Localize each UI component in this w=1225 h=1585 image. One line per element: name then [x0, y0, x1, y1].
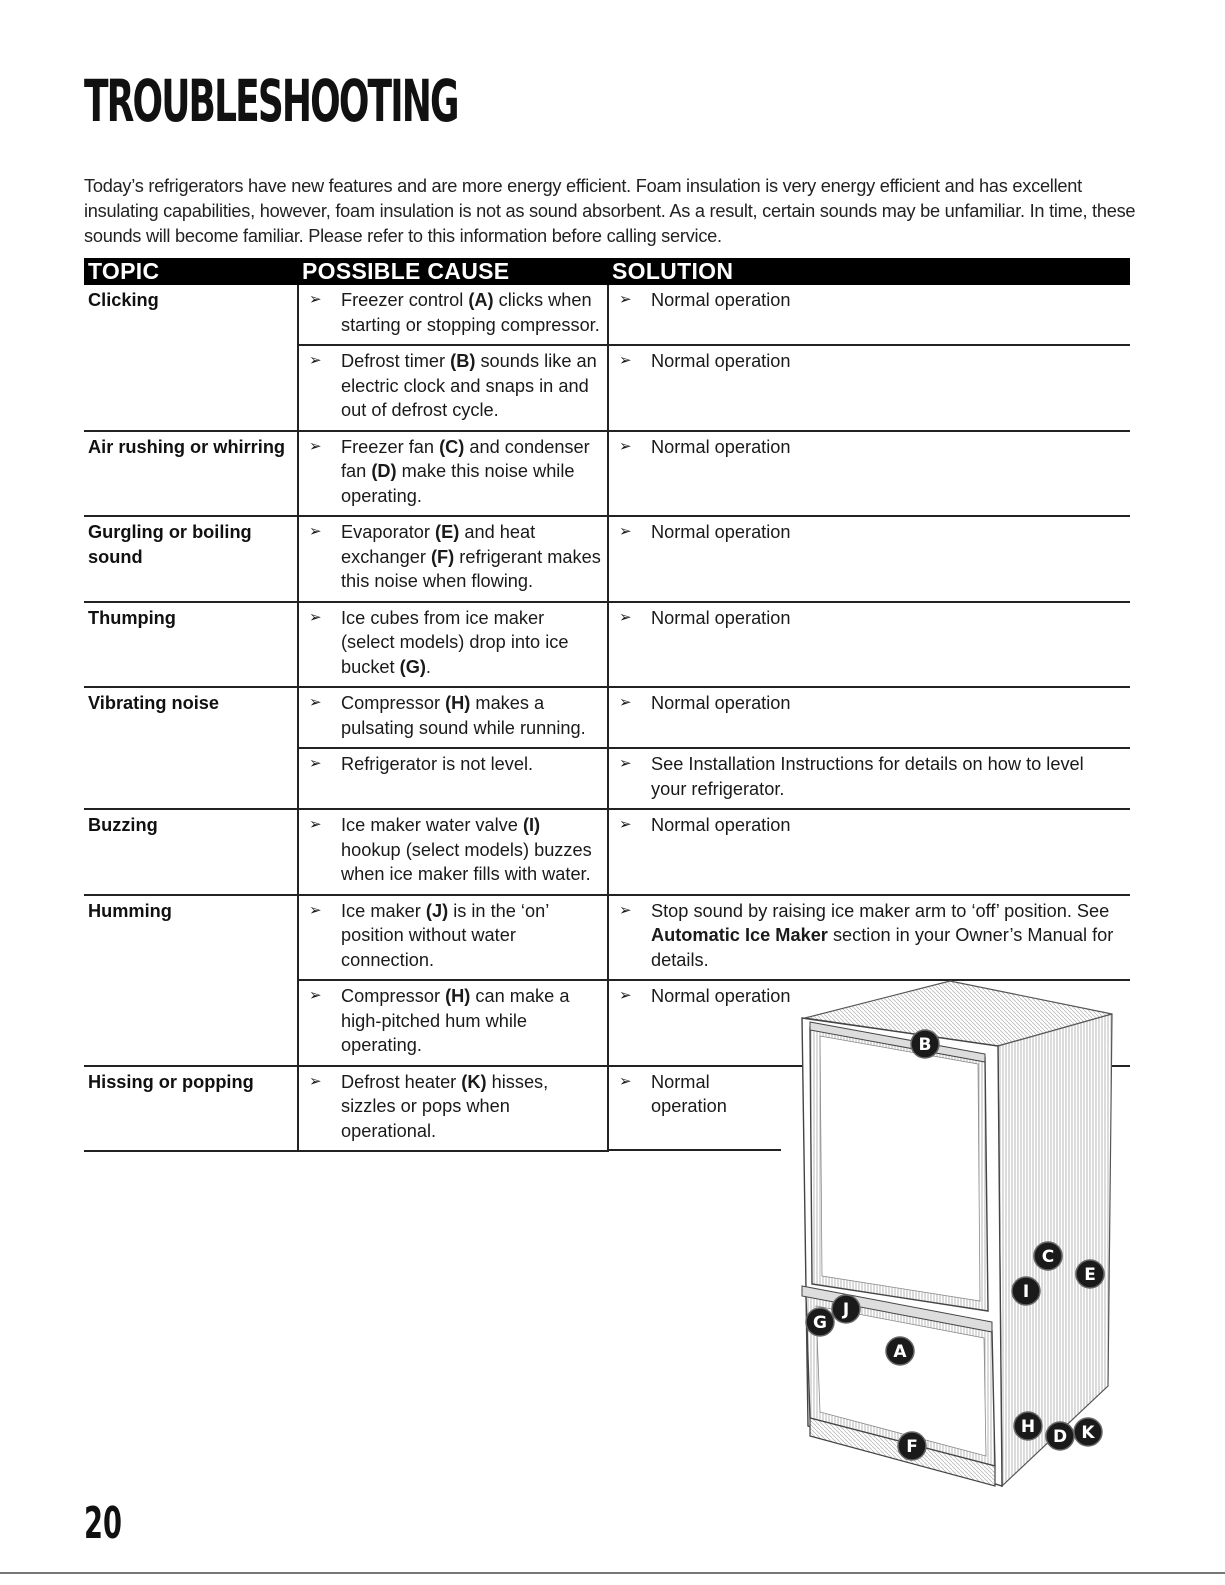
arrow-bullet-icon: ➢	[619, 523, 632, 540]
arrow-bullet-icon: ➢	[619, 816, 632, 833]
solution-bullet	[613, 288, 1124, 313]
solution-bullet	[613, 813, 1124, 838]
header-possible-cause: POSSIBLE CAUSE	[298, 258, 608, 285]
callout-letter: G	[813, 1313, 827, 1333]
emphasis-text: (I)	[522, 815, 541, 835]
callout-k	[1074, 1418, 1102, 1446]
arrow-bullet-icon: ➢	[619, 987, 632, 1004]
emphasis-text: Automatic Ice Maker	[651, 925, 828, 945]
solution-bullet-text: Normal operation	[651, 351, 791, 371]
bottom-rule	[0, 1572, 1225, 1574]
solution-cell	[608, 431, 1130, 517]
page-title: TROUBLESHOOTING	[84, 67, 458, 135]
arrow-bullet-icon: ➢	[619, 755, 632, 772]
possible-cause-cell	[298, 516, 608, 602]
solution-bullet-text: Normal operation	[651, 693, 791, 713]
arrow-bullet-icon: ➢	[309, 437, 322, 455]
header-topic: TOPIC	[84, 258, 298, 285]
cause-bullet-text: Ice maker water valve (I) hookup (select models) buzzes when ice maker fills with water.	[341, 815, 592, 884]
solution-cell	[608, 285, 1130, 345]
solution-bullet-text: Stop sound by raising ice maker arm to ‘off’ position. See Automatic Ice Maker section in your Owner’s Manual for details.	[651, 900, 1114, 970]
solution-bullet-text: See Installation Instructions for details on how to level your refrigerator.	[651, 754, 1084, 799]
cause-bullet-text: Ice maker (J) is in the ‘on’ position without water connection.	[341, 900, 549, 970]
possible-cause-cell	[298, 687, 608, 748]
topic-cell	[84, 809, 298, 895]
callout-letter: E	[1084, 1265, 1096, 1285]
emphasis-text: (G)	[399, 656, 426, 677]
callout-b	[911, 1030, 939, 1058]
arrow-bullet-icon: ➢	[619, 901, 632, 919]
emphasis-text: (H)	[445, 693, 471, 713]
topic-label: Hissing or popping	[88, 1071, 254, 1092]
cause-bullet	[303, 349, 601, 423]
cause-bullet-text: Defrost heater (K) hisses, sizzles or pops when operational.	[341, 1071, 549, 1141]
solution-cell	[608, 687, 1130, 748]
table-row	[84, 516, 1130, 602]
callout-f	[898, 1432, 926, 1460]
arrow-bullet-icon: ➢	[309, 608, 322, 626]
arrow-bullet-icon: ➢	[619, 291, 632, 308]
table-header-row	[84, 258, 1130, 285]
topic-cell	[84, 1066, 298, 1152]
table-row	[84, 602, 1130, 688]
possible-cause-cell	[298, 980, 608, 1066]
solution-bullet	[613, 349, 1124, 374]
arrow-bullet-icon: ➢	[309, 694, 322, 711]
topic-cell	[84, 748, 298, 809]
possible-cause-cell	[298, 1066, 608, 1152]
arrow-bullet-icon: ➢	[619, 1072, 632, 1090]
callout-h	[1014, 1412, 1042, 1440]
solution-bullet-text: Normal operation	[651, 290, 791, 310]
arrow-bullet-icon: ➢	[619, 352, 632, 369]
callout-g	[806, 1308, 834, 1336]
cause-bullet-text: Freezer fan (C) and condenser fan (D) make this noise while operating.	[341, 436, 590, 506]
topic-cell	[84, 980, 298, 1066]
cause-bullet-text: Refrigerator is not level.	[341, 754, 534, 774]
topic-label: Air rushing or whirring	[88, 436, 286, 457]
cause-bullet	[303, 984, 601, 1058]
cause-bullet	[303, 288, 601, 337]
intro-paragraph: Today’s refrigerators have new features and are more energy efficient. Foam insulation is very energy efficient and has excellent insulating capabilities, however, foam insulation is not as sound absorbent. As a result, certain sounds may be unfamiliar. In time, these sounds will become familiar. Please refer to this information before calling service.	[84, 176, 1136, 246]
topic-cell	[84, 602, 298, 688]
solution-cell	[608, 516, 1130, 602]
arrow-bullet-icon: ➢	[309, 816, 322, 833]
arrow-bullet-icon: ➢	[309, 987, 322, 1004]
solution-bullet	[613, 899, 1124, 973]
callout-letter: H	[1020, 1417, 1036, 1437]
cause-bullet	[303, 691, 601, 740]
table-row	[84, 809, 1130, 895]
cause-bullet	[303, 1070, 601, 1144]
solution-bullet	[613, 606, 1124, 631]
cause-bullet-text: Defrost timer (B) sounds like an electric clock and snaps in and out of defrost cycle.	[341, 351, 597, 420]
arrow-bullet-icon: ➢	[309, 352, 322, 369]
arrow-bullet-icon: ➢	[619, 437, 632, 455]
callout-i	[1012, 1277, 1040, 1305]
arrow-bullet-icon: ➢	[309, 755, 322, 772]
emphasis-text: (H)	[445, 986, 471, 1006]
cause-bullet-text: Ice cubes from ice maker (select models) drop into ice bucket (G).	[341, 607, 569, 677]
solution-cell	[608, 809, 1130, 895]
possible-cause-cell	[298, 431, 608, 517]
topic-label: Vibrating noise	[88, 693, 220, 713]
solution-bullet-text: Normal operation	[651, 436, 791, 457]
possible-cause-cell	[298, 748, 608, 809]
possible-cause-cell	[298, 602, 608, 688]
emphasis-text: (F)	[431, 546, 455, 567]
solution-bullet-text: Normal operation	[651, 986, 791, 1006]
cause-bullet-text: Evaporator (E) and heat exchanger (F) refrigerant makes this noise when flowing.	[341, 522, 601, 591]
callout-e	[1076, 1260, 1104, 1288]
cause-bullet	[303, 606, 601, 680]
cause-bullet	[303, 813, 601, 887]
callout-letter: F	[906, 1437, 918, 1457]
solution-cell	[608, 748, 1130, 809]
table-row	[84, 687, 1130, 748]
cause-bullet	[303, 435, 601, 509]
topic-label: Gurgling or boiling sound	[88, 522, 252, 567]
refrigerator-diagram	[780, 966, 1225, 1566]
callout-a	[886, 1337, 914, 1365]
topic-cell	[84, 285, 298, 345]
arrow-bullet-icon: ➢	[309, 901, 322, 919]
cause-bullet	[303, 752, 601, 777]
table-row	[84, 345, 1130, 431]
callout-letter: J	[842, 1300, 850, 1320]
topic-cell	[84, 895, 298, 981]
cause-bullet-text: Compressor (H) makes a pulsating sound while running.	[341, 693, 586, 738]
callout-letter: B	[918, 1035, 932, 1055]
emphasis-text: (J)	[425, 900, 449, 921]
emphasis-text: (C)	[439, 436, 465, 457]
solution-bullet	[613, 691, 1124, 716]
solution-bullet	[613, 520, 1124, 545]
table-row	[84, 285, 1130, 345]
possible-cause-cell	[298, 285, 608, 345]
arrow-bullet-icon: ➢	[309, 523, 322, 540]
emphasis-text: (D)	[371, 461, 397, 481]
table-row	[84, 431, 1130, 517]
arrow-bullet-icon: ➢	[309, 291, 322, 308]
cause-bullet-text: Freezer control (A) clicks when starting or stopping compressor.	[341, 290, 600, 335]
callout-letter: A	[893, 1342, 907, 1362]
page-number: 20	[84, 1498, 122, 1549]
solution-bullet	[613, 1070, 775, 1119]
callout-letter: D	[1052, 1427, 1068, 1447]
emphasis-text: (B)	[450, 351, 476, 371]
solution-bullet	[613, 435, 1124, 460]
topic-cell	[84, 345, 298, 431]
solution-bullet-text: Normal operation	[651, 1071, 727, 1116]
solution-cell	[608, 602, 1130, 688]
callout-d	[1046, 1422, 1074, 1450]
callout-j	[832, 1295, 860, 1323]
emphasis-text: (K)	[461, 1071, 487, 1092]
callout-c	[1034, 1242, 1062, 1270]
solution-bullet-text: Normal operation	[651, 815, 791, 835]
header-solution: SOLUTION	[608, 258, 1130, 285]
solution-bullet-text: Normal operation	[651, 522, 791, 542]
arrow-bullet-icon: ➢	[619, 608, 632, 626]
cause-bullet-text: Compressor (H) can make a high-pitched hum while operating.	[341, 986, 570, 1055]
cause-bullet	[303, 899, 601, 973]
solution-bullet-text: Normal operation	[651, 607, 791, 628]
topic-cell	[84, 687, 298, 748]
solution-bullet	[613, 752, 1124, 801]
callout-letter: I	[1022, 1282, 1030, 1302]
topic-label: Buzzing	[88, 815, 158, 835]
arrow-bullet-icon: ➢	[309, 1072, 322, 1090]
emphasis-text: (E)	[435, 522, 460, 542]
arrow-bullet-icon: ➢	[619, 694, 632, 711]
possible-cause-cell	[298, 895, 608, 981]
topic-label: Thumping	[88, 607, 176, 628]
callout-letter: K	[1081, 1423, 1095, 1443]
emphasis-text: (A)	[468, 290, 494, 310]
topic-cell	[84, 431, 298, 517]
cause-bullet	[303, 520, 601, 594]
callout-letter: C	[1041, 1247, 1055, 1267]
topic-cell	[84, 516, 298, 602]
topic-label: Humming	[88, 900, 172, 921]
topic-label: Clicking	[88, 290, 159, 310]
possible-cause-cell	[298, 809, 608, 895]
solution-cell	[608, 345, 1130, 431]
table-row	[84, 748, 1130, 809]
possible-cause-cell	[298, 345, 608, 431]
